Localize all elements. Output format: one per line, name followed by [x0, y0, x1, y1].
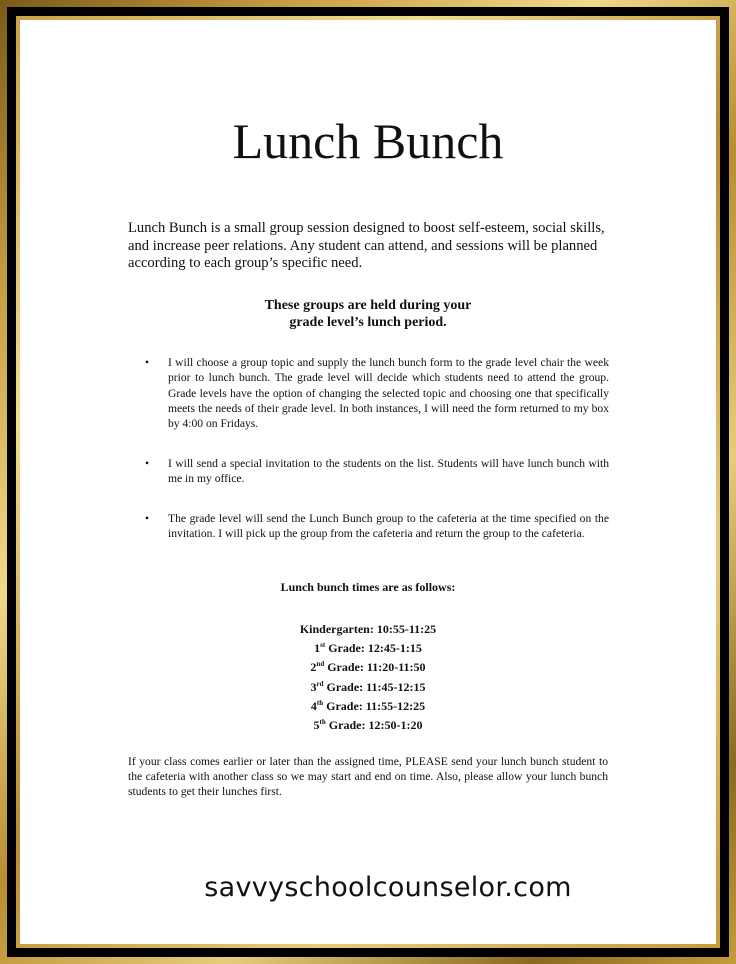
list-item	[145, 355, 609, 431]
grade-time: 10:55-11:25	[376, 622, 437, 636]
list-item-text: I will send a special invitation to the students on the list. Students will have lunch bunch with me in my office.	[168, 457, 609, 486]
held-notice	[0, 297, 736, 331]
grade-label: Grade	[323, 698, 359, 713]
footer-website: savvyschoolcounselor.com	[204, 872, 572, 903]
grade-suffix: th	[319, 718, 326, 727]
grade-time-row: 4th Grade: 11:55-12:25	[310, 698, 426, 713]
grade-time-row: 3rd Grade: 11:45-12:15	[310, 679, 426, 694]
grade-label: Grade	[325, 718, 362, 733]
grade-number: Kindergarten	[299, 622, 370, 636]
times-heading: Lunch bunch times are as follows:	[280, 580, 456, 594]
list-item	[145, 456, 609, 487]
procedure-list	[145, 355, 609, 542]
closing-paragraph: If your class comes earlier or later than the assigned time, PLEASE send your lunch bunch student to the cafeteria with another class so we may start and end on time. Also, please allow your lunch bunch students to get their lunches first.	[128, 755, 608, 799]
bullet-icon: •	[145, 512, 150, 525]
list-item-text: I will choose a group topic and supply the lunch bunch form to the grade level chair the week prior to lunch bunch. The grade level will decide which students need to attend the group. Grade levels have the option of changing the selected topic and choosing one that specifically meets the needs of their grade level. In both instances, I will need the form returned to my box by 4:00 on Fridays.	[168, 356, 609, 431]
grade-number: 2	[310, 660, 317, 675]
grade-time: 11:45-12:15	[366, 679, 426, 694]
grade-suffix: nd	[316, 660, 325, 669]
grade-time-row: 1st Grade: 12:45-1:15	[314, 641, 422, 656]
grade-suffix: rd	[316, 679, 324, 688]
grade-suffix: th	[316, 698, 324, 707]
intro-paragraph: Lunch Bunch is a small group session designed to boost self-esteem, social skills, and increase peer relations. Any student can attend, and sessions will be planned according to each group’s specific need.	[128, 220, 605, 271]
grade-number: 4	[310, 698, 317, 713]
grade-time-row: 5th Grade: 12:50-1:20	[313, 718, 423, 733]
document-title: Lunch Bunch	[232, 113, 504, 169]
list-item	[145, 511, 609, 542]
grade-label: Grade	[323, 679, 360, 694]
grade-time: 11:20-11:50	[366, 660, 426, 675]
grade-time-row: 2nd Grade: 11:20-11:50	[310, 660, 426, 675]
bullet-icon: •	[145, 457, 150, 470]
grade-suffix: st	[320, 641, 326, 650]
grade-time: 12:45-1:15	[367, 641, 422, 656]
grade-time: 11:55-12:25	[365, 698, 426, 713]
grade-time-row: Kindergarten: 10:55-11:25	[299, 622, 437, 636]
bullet-icon: •	[145, 356, 150, 369]
grade-times-list	[0, 620, 736, 735]
grade-label: Grade	[324, 660, 360, 675]
grade-label: Grade	[325, 641, 361, 656]
grade-number: 1	[314, 641, 321, 656]
grade-time: 12:50-1:20	[368, 718, 423, 733]
held-notice-line-1: These groups are held during your	[264, 298, 472, 313]
grade-number: 5	[313, 718, 320, 733]
held-notice-line-2: grade level’s lunch period.	[289, 315, 447, 330]
list-item-text: The grade level will send the Lunch Bunch group to the cafeteria at the time specified on the invitation. I will pick up the group from the cafeteria and return the group to the cafeteria.	[168, 512, 609, 541]
grade-number: 3	[310, 679, 317, 694]
